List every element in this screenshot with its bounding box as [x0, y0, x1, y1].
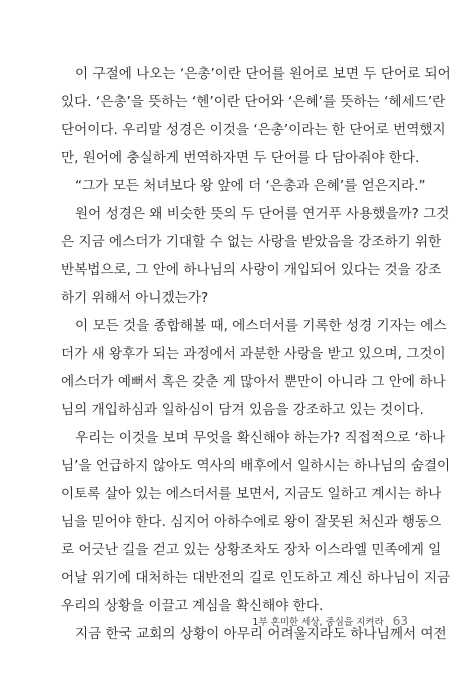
text-line: 우리는 이것을 보며 무엇을 확신해야 하는가? 직접적으로 ‘하나: [75, 430, 446, 446]
text-line: 이토록 살아 있는 에스더서를 보면서, 지금도 일하고 계시는 하나: [61, 486, 442, 502]
text-line: 이 모든 것을 종합해볼 때, 에스더서를 기록한 성경 기자는 에스: [75, 318, 447, 334]
running-head-chapter: 1부 혼미한 세상, 중심을 지켜라: [252, 617, 384, 628]
text-line: 님의 개입하심과 일하심이 담겨 있음을 강조하고 있는 것이다.: [61, 402, 424, 418]
text-line: 단어이다. 우리말 성경은 이것을 ‘은총’이라는 한 단어로 번역했지: [61, 122, 446, 138]
text-line: 원어 성경은 왜 비슷한 뜻의 두 단어를 연거푸 사용했을까? 그것: [75, 206, 450, 222]
text-line: 지금 한국 교회의 상황이 아무리 어려울지라도 하나님께서 여전: [75, 626, 447, 642]
text-line: “그가 모든 처녀보다 왕 앞에 더 ‘은총과 은혜’를 얻은지라.”: [75, 178, 426, 194]
page-number: 63: [392, 614, 408, 628]
page-footer: [252, 614, 408, 628]
text-line: 어날 위기에 대처하는 대반전의 길로 인도하고 계신 하나님이 지금: [61, 570, 451, 586]
text-line: 에스더가 예뻐서 혹은 갖춘 게 많아서 뿐만이 아니라 그 안에 하나: [61, 374, 446, 390]
text-line: 이 구절에 나오는 ‘은총’이란 단어를 원어로 보면 두 단어로 되어: [75, 66, 451, 82]
text-line: 만, 원어에 충실하게 번역하자면 두 단어를 다 담아줘야 한다.: [61, 150, 420, 166]
text-line: 더가 새 왕후가 되는 과정에서 과분한 사랑을 받고 있으며, 그것이: [61, 346, 446, 362]
body-text: [61, 60, 451, 648]
text-line: 반복법으로, 그 안에 하나님의 사랑이 개입되어 있다는 것을 강조: [61, 262, 442, 278]
text-line: 우리의 상황을 이끌고 계심을 확신해야 한다.: [61, 598, 324, 614]
text-line: 하기 위해서 아니겠는가?: [61, 290, 209, 306]
text-line: 은 지금 에스더가 기대할 수 없는 사랑을 받았음을 강조하기 위한: [61, 234, 442, 250]
text-line: 있다. ‘은총’을 뜻하는 ‘헨’이란 단어와 ‘은혜’를 뜻하는 ‘헤세드’란: [61, 94, 446, 110]
text-line: 로 어긋난 길을 걷고 있는 상황조차도 장차 이스라엘 민족에게 일: [61, 542, 442, 558]
text-line: 님’을 언급하지 않아도 역사의 배후에서 일하시는 하나님의 숨결이: [61, 458, 451, 474]
text-line: 님을 믿어야 한다. 심지어 아하수에로 왕이 잘못된 처신과 행동으: [61, 514, 442, 530]
